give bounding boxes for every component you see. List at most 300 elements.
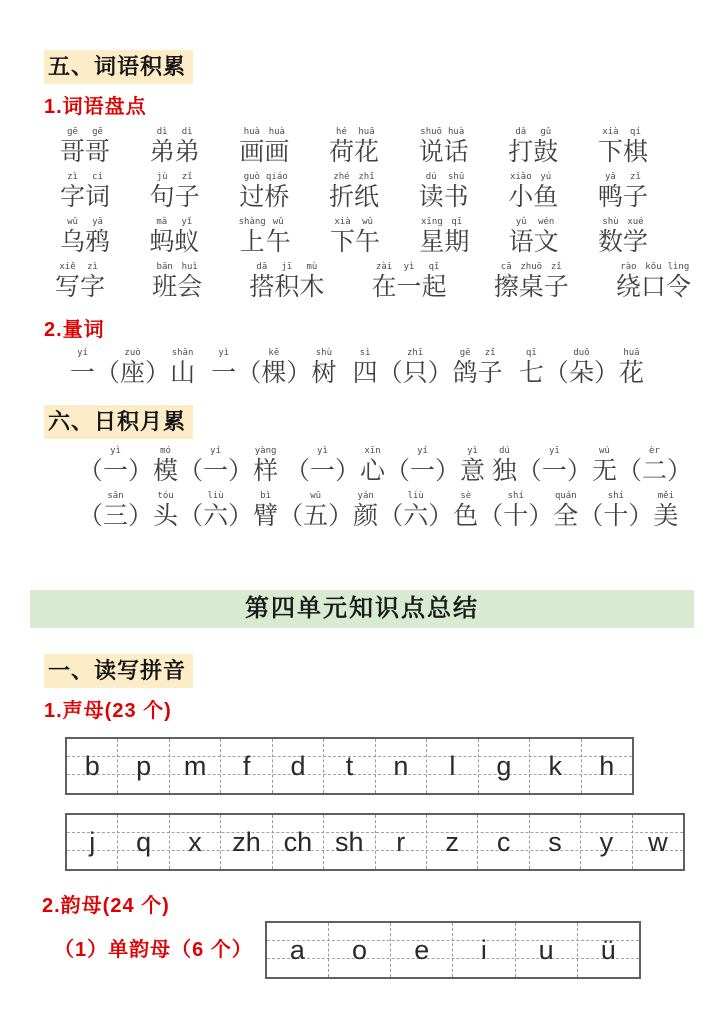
pinyin-annotation [236,347,261,359]
hanzi-character: ） [145,360,171,387]
pinyin-letter-cell: n [376,739,427,793]
word-item [492,445,692,487]
pinyin-annotation: rào [620,262,637,272]
pinyin-annotation: yì [467,446,478,456]
pinyin-annotation: zhé [333,172,350,182]
word-item [149,216,199,258]
hanzi-character: （ [278,503,304,530]
word-item [152,261,202,303]
pinyin-annotation: zǐ [484,348,496,358]
hanzi-character: 鸦 [85,229,111,256]
pinyin-letter-cell: m [170,739,221,793]
hanzi-character: 三 [103,503,129,530]
pinyin-letter-cell: f [221,739,272,793]
pinyin-letter-cell: a [267,923,329,977]
pinyin-annotation [628,490,653,502]
pinyin-annotation [228,445,253,457]
hanzi-character: 擦 [493,274,519,301]
pinyin-letter-cell: i [453,923,515,977]
hanzi-character: ） [334,458,360,485]
hanzi-character: 下 [330,229,356,256]
pinyin-annotation: zǐ [550,262,562,272]
word-item [150,126,200,168]
pinyin-annotation: sè [460,491,472,501]
pinyin-annotation: zǐ [630,172,641,182]
pinyin-letter-cell: s [530,815,581,869]
hanzi-character: 弟 [149,139,175,166]
hanzi-character: 会 [177,274,203,301]
pinyin-letter-cell: d [273,739,324,793]
hanzi-character: （ [378,503,404,530]
pinyin-annotation: dú [498,446,510,456]
hanzi-character: 哥 [85,139,111,166]
pinyin-annotation: yí [77,348,88,358]
pinyin-letter-cell: c [478,815,529,869]
hanzi-character: 积 [274,274,300,301]
hanzi-character: 六 [403,503,429,530]
hanzi-character: （ [236,360,262,387]
pinyin-annotation: bān [156,262,173,272]
hanzi-character: 荷 [328,139,354,166]
pinyin-letter-cell: o [329,923,391,977]
hanzi-character: 棋 [622,139,648,166]
hanzi-character: 桥 [264,184,290,211]
hanzi-character: 打 [508,139,534,166]
hanzi-character: 花 [353,139,379,166]
hanzi-character: ） [427,360,453,387]
pinyin-annotation: zài [375,262,393,272]
word-item [509,216,559,258]
hanzi-character: 绕 [615,274,641,301]
hanzi-character: 色 [453,503,479,530]
hanzi-character: 画 [239,139,265,166]
word-item [239,126,289,168]
hanzi-character: ） [435,458,461,485]
pinyin-annotation [385,445,410,457]
hanzi-character: 模 [153,458,179,485]
pinyin-letter-cell: ch [273,815,324,869]
pinyin-annotation: xīng [420,217,443,227]
pinyin-annotation: liù [407,491,424,501]
hanzi-character: （ [377,360,403,387]
pinyin-annotation: dǎ [515,127,527,137]
pinyin-annotation: gǔ [540,127,552,137]
hanzi-character: 朵 [568,360,594,387]
word-item [508,171,558,213]
hanzi-character: 乌 [60,229,86,256]
hanzi-character: （ [78,458,104,485]
pinyin-letter-cell: r [376,815,427,869]
simple-finals-table [265,921,641,979]
pinyin-annotation [567,445,592,457]
word-item [60,126,110,168]
hanzi-character: 读 [418,184,444,211]
hanzi-character: 心 [359,458,385,485]
pinyin-annotation: qī [451,217,463,227]
pinyin-annotation [145,347,170,359]
pinyin-annotation [178,445,203,457]
hanzi-character: 十 [603,503,629,530]
hanzi-character: 字 [60,184,86,211]
simple-finals-label: （1）单韵母（6 个） [54,939,253,961]
hanzi-character: 一 [211,360,237,387]
initials-table-row2 [65,813,685,871]
pinyin-annotation: kǒu [645,262,662,272]
hanzi-character: （ [178,503,204,530]
hanzi-character: 上 [239,229,265,256]
section1-sub2-finals: 2.韵母(24 个) [42,895,170,917]
hanzi-character: 只 [402,360,428,387]
hanzi-character: 样 [253,458,279,485]
hanzi-character: 头 [153,503,179,530]
pinyin-annotation: xià [602,127,619,137]
word-item [598,126,648,168]
pinyin-annotation: shí [607,491,624,501]
section1-sub1-initials: 1.声母(23 个) [44,700,172,722]
initials-table-row1 [65,737,634,795]
word-item [150,171,200,213]
pinyin-annotation: wú [599,446,610,456]
hanzi-character: （ [543,360,569,387]
pinyin-annotation: wǔ [272,217,284,227]
pinyin-letter-cell: h [599,751,615,781]
hanzi-character: （ [78,503,104,530]
hanzi-character: 子 [622,184,648,211]
pinyin-annotation: huā [358,127,375,137]
word-item [616,261,691,303]
word-item [278,490,478,532]
pinyin-annotation: qī [525,348,537,358]
pinyin-annotation: xiǎo [509,172,532,182]
pinyin-annotation [617,445,642,457]
hanzi-character: ） [328,503,354,530]
pinyin-annotation: zhuō [520,262,543,272]
hanzi-character: 六 [203,503,229,530]
pinyin-letter-cell: j [67,815,118,869]
pinyin-letter-cell: b [67,739,118,793]
pinyin-annotation: xià [334,217,351,227]
word-item [239,171,289,213]
word-item [55,261,105,303]
pinyin-annotation: shuō [420,127,442,137]
hanzi-character: 全 [553,503,579,530]
pinyin-letter-cell: t [324,739,375,793]
pinyin-annotation: yàng [254,446,277,456]
pinyin-letter-cell: p [118,739,169,793]
word-item [78,445,278,487]
pinyin-annotation: cā [500,262,512,272]
pinyin-letter-cell: e [391,923,453,977]
hanzi-character: ） [628,503,654,530]
pinyin-letter-cell: k [530,739,581,793]
hanzi-character: 树 [311,360,337,387]
hanzi-character: 起 [421,274,447,301]
pinyin-annotation: wén [538,217,555,227]
pinyin-annotation: yán [357,491,374,501]
hanzi-character: 在 [371,274,397,301]
hanzi-character: 颜 [353,503,379,530]
word-row-3 [60,216,648,258]
pinyin-annotation: gē [459,348,471,358]
unit4-summary-title: 第四单元知识点总结 [245,595,479,622]
hanzi-character: （ [478,503,504,530]
pinyin-annotation: mó [160,446,171,456]
hanzi-character: 书 [443,184,469,211]
section6-heading: 六、日积月累 [44,405,193,439]
pinyin-annotation [178,490,203,502]
pinyin-annotation: bì [260,491,272,501]
pinyin-annotation: xīn [364,446,381,456]
pinyin-annotation: xué [627,217,644,227]
pinyin-annotation: jù [156,172,168,182]
hanzi-character: 臂 [253,503,279,530]
pinyin-annotation [544,347,569,359]
hanzi-character: 期 [444,229,470,256]
pinyin-annotation: yì [317,446,328,456]
hanzi-character: 一 [396,274,422,301]
word-item [239,216,291,258]
hanzi-character: ） [286,360,312,387]
hanzi-character: 山 [170,360,196,387]
pinyin-annotation: èr [649,446,660,456]
hanzi-character: 意 [460,458,486,485]
word-item [419,216,469,258]
pinyin-annotation: qiáo [265,172,288,182]
pinyin-annotation [228,490,253,502]
pinyin-annotation [478,490,503,502]
hanzi-character: （ [516,458,542,485]
pinyin-letter-cell: g [479,739,530,793]
pinyin-annotation [528,490,553,502]
pinyin-annotation: mǎ [156,217,168,227]
hanzi-character: 小 [508,184,534,211]
word-item [419,126,469,168]
pinyin-annotation: yí [210,446,221,456]
pinyin-annotation: yī [548,446,560,456]
pinyin-annotation: xiě [59,262,76,272]
pinyin-annotation: wū [67,217,78,227]
hanzi-character: 一 [103,458,129,485]
pinyin-annotation [128,490,153,502]
hanzi-character: 午 [265,229,291,256]
hanzi-character: 二 [641,458,667,485]
hanzi-character: 子 [543,274,569,301]
hanzi-character: 纸 [353,184,379,211]
hanzi-character: 画 [264,139,290,166]
pinyin-annotation: huà [448,127,465,137]
pinyin-annotation [428,347,453,359]
hanzi-character: 搭 [249,274,275,301]
word-item [508,126,558,168]
hanzi-character: 蚁 [174,229,200,256]
word-item [419,171,469,213]
pinyin-annotation [78,490,103,502]
word-item [211,347,336,389]
hanzi-character: （ [616,458,642,485]
hanzi-character: 一 [410,458,436,485]
hanzi-character: 班 [152,274,178,301]
hanzi-character: ） [228,503,254,530]
hanzi-character: 文 [533,229,559,256]
pinyin-annotation: huā [623,348,640,358]
pinyin-annotation [285,445,310,457]
pinyin-annotation [78,445,103,457]
idiom-row-1 [78,445,692,487]
word-item [494,261,569,303]
pinyin-annotation: dú [425,172,437,182]
pinyin-annotation [378,347,403,359]
pinyin-annotation: wǔ [310,491,322,501]
word-item [329,171,379,213]
word-item [329,126,379,168]
hanzi-character: 座 [120,360,146,387]
pinyin-annotation: duǒ [573,348,590,358]
pinyin-annotation: yì [110,446,121,456]
hanzi-character: ） [228,458,254,485]
hanzi-character: 子 [477,360,503,387]
pinyin-annotation: zhǐ [358,172,375,182]
pinyin-annotation: yǐ [181,217,193,227]
pinyin-annotation: dì [156,127,168,137]
pinyin-annotation: qǐ [428,262,440,272]
pinyin-letter-cell: x [170,815,221,869]
pinyin-annotation: huà [268,127,285,137]
pinyin-annotation: shān [171,348,194,358]
pinyin-annotation: yú [540,172,552,182]
hanzi-character: 蚂 [149,229,175,256]
hanzi-character: （ [284,458,310,485]
hanzi-character: 鱼 [533,184,559,211]
pinyin-annotation: quán [554,491,577,501]
pinyin-annotation: shàng [238,217,266,227]
pinyin-annotation: liù [207,491,224,501]
pinyin-annotation: yā [92,217,103,227]
hanzi-character: 星 [419,229,445,256]
pinyin-annotation: shù [315,348,332,358]
pinyin-letter-cell: u [516,923,578,977]
pinyin-annotation: zǐ [181,172,193,182]
hanzi-character: ） [128,458,154,485]
hanzi-character: 花 [618,360,644,387]
pinyin-annotation: huà [243,127,260,137]
hanzi-character: ） [566,458,592,485]
hanzi-character: 无 [591,458,617,485]
hanzi-character: 七 [518,360,544,387]
word-item [353,347,503,389]
pinyin-annotation: cí [92,172,103,182]
pinyin-annotation: yí [417,446,428,456]
section5-sub2-measure-words: 2.量词 [44,319,105,341]
section1-heading: 一、读写拼音 [44,654,193,688]
pinyin-annotation: měi [657,491,674,501]
hanzi-character: 十 [503,503,529,530]
pinyin-annotation [594,347,619,359]
word-item [372,261,447,303]
hanzi-character: 数 [597,229,623,256]
word-item [598,171,648,213]
hanzi-character: 哥 [60,139,86,166]
hanzi-character: 弟 [174,139,200,166]
hanzi-character: ） [666,458,692,485]
hanzi-character: （ [178,458,204,485]
pinyin-annotation: yì [403,262,415,272]
hanzi-character: 美 [653,503,679,530]
word-row-1 [60,126,648,168]
hanzi-character: （ [578,503,604,530]
hanzi-character: 语 [508,229,534,256]
pinyin-letter-cell: l [427,739,478,793]
pinyin-letter-cell: sh [324,815,375,869]
hanzi-character: ） [128,503,154,530]
hanzi-character: 一 [541,458,567,485]
pinyin-annotation: yǔ [515,217,527,227]
hanzi-character: 说 [418,139,444,166]
hanzi-character: 五 [303,503,329,530]
pinyin-letter-cell: z [427,815,478,869]
unit4-summary-banner [30,590,694,628]
hanzi-character: 鸭 [597,184,623,211]
pinyin-annotation: tóu [157,491,174,501]
hanzi-character: 令 [665,274,691,301]
word-item [70,347,195,389]
hanzi-character: 词 [85,184,111,211]
pinyin-annotation: wǔ [362,217,373,227]
pinyin-letter-cell: y [581,815,632,869]
hanzi-character: 一 [203,458,229,485]
hanzi-character: （ [95,360,121,387]
pinyin-annotation: guò [243,172,260,182]
hanzi-character: 写 [55,274,81,301]
pinyin-annotation: huì [181,262,198,272]
pinyin-annotation: dì [181,127,193,137]
pinyin-annotation [128,445,153,457]
hanzi-character: 独 [491,458,517,485]
hanzi-character: 午 [355,229,381,256]
pinyin-annotation: shū [448,172,465,182]
simple-finals-row [30,921,694,979]
hanzi-character: 四 [352,360,378,387]
section5-sub1-word-inventory: 1.词语盘点 [44,96,147,118]
word-item [519,347,644,389]
word-item [478,490,678,532]
pinyin-annotation [95,347,120,359]
pinyin-annotation: sì [359,348,371,358]
pinyin-annotation [667,445,692,457]
word-row-4 [55,261,691,303]
pinyin-annotation: sān [107,491,124,501]
hanzi-character: 下 [597,139,623,166]
word-item [60,216,110,258]
pinyin-annotation: mù [306,262,318,272]
hanzi-character: 过 [239,184,265,211]
pinyin-letter-cell: ü [600,935,616,965]
word-item [78,490,278,532]
pinyin-annotation: kē [268,348,280,358]
hanzi-character: 一 [70,360,96,387]
pinyin-annotation: gē [67,127,78,137]
word-row-2 [60,171,648,213]
pinyin-annotation: zì [67,172,78,182]
pinyin-annotation [428,490,453,502]
section5-heading: 五、词语积累 [44,50,193,84]
hanzi-character: ） [428,503,454,530]
pinyin-annotation [278,490,303,502]
pinyin-annotation [378,490,403,502]
pinyin-annotation: jī [281,262,293,272]
pinyin-annotation: lìng [667,262,690,272]
pinyin-annotation: zuò [124,348,141,358]
pinyin-letter-cell: q [118,815,169,869]
